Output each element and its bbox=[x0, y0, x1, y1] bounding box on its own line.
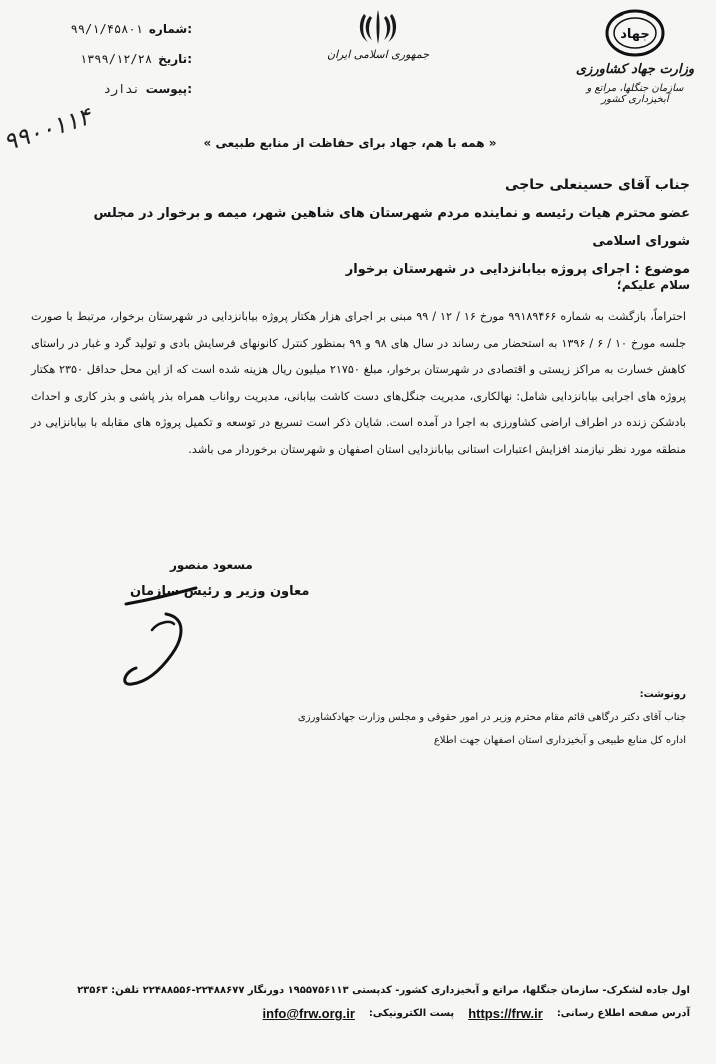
number-label: شماره: bbox=[148, 22, 192, 36]
organization-text: سازمان جنگلها، مراتع و آبخیزداری کشور bbox=[586, 83, 684, 105]
recipient-block bbox=[70, 170, 690, 284]
attachment-label: پیوست: bbox=[145, 82, 192, 96]
site-label: آدرس صفحه اطلاع رسانی: bbox=[556, 1008, 690, 1019]
recipient-name: جناب آقای حسینعلی حاجی bbox=[505, 177, 690, 193]
jahad-logo-icon bbox=[603, 8, 667, 58]
greeting: سلام علیکم؛ bbox=[616, 278, 690, 292]
cc-line-1: جناب آقای دکتر درگاهی قائم مقام محترم وزیر در امور حقوقی و مجلس وزارت جهادکشاورزی bbox=[297, 712, 686, 723]
ministry-logo bbox=[565, 8, 705, 105]
slogan: « همه با هم، جهاد برای حفاظت از منابع طبیعی » bbox=[203, 136, 497, 150]
signer-name: مسعود منصور bbox=[170, 558, 253, 572]
emblem-icon bbox=[356, 8, 400, 46]
handwritten-note: ۹۹۰۰۱۱۴ bbox=[0, 102, 95, 157]
letter-subject: موضوع : اجرای پروژه بیابانزدایی در شهرستان برخوار bbox=[345, 262, 690, 277]
recipient-position: عضو محترم هیات رئیسه و نماینده مردم شهرستان های شاهین شهر، میمه و برخوار در مجلس شورای اسلامی bbox=[93, 206, 690, 249]
email-label: پست الکترونیکی: bbox=[368, 1008, 455, 1019]
date-value: ۱۳۹۹/۱۲/۲۸ bbox=[79, 52, 153, 66]
signer-title: معاون وزیر و رئیس سازمان bbox=[130, 584, 310, 599]
iran-emblem bbox=[326, 8, 430, 61]
date-row bbox=[32, 44, 192, 74]
cc-title: رونوشت: bbox=[639, 689, 686, 700]
ministry-text: وزارت جهاد کشاورزی bbox=[575, 62, 695, 77]
number-value: ۹۹/۱/۴۵۸۰۱ bbox=[70, 22, 143, 36]
footer bbox=[10, 980, 690, 1021]
letter-meta bbox=[32, 14, 192, 104]
handwritten-signature bbox=[118, 570, 208, 690]
email-link[interactable]: info@frw.org.ir bbox=[262, 1006, 355, 1021]
number-row bbox=[32, 14, 192, 44]
site-link[interactable]: https://frw.ir bbox=[468, 1006, 543, 1021]
attachment-row bbox=[32, 74, 192, 104]
footer-address: اول جاده لشکرک- سازمان جنگلها، مراتع و آبخیزداری کشور- کدپستی ۱۹۵۵۷۵۶۱۱۳ دورنگار ۲۲۴۸۸۶۷۷-۲۲۴۸۸۵۵۶ تلفن: ۲۳۵۶۳ bbox=[77, 985, 690, 996]
date-label: تاریخ: bbox=[158, 52, 192, 66]
attachment-value: ندارد bbox=[103, 82, 140, 96]
jahad-badge-text: جهاد bbox=[620, 27, 650, 42]
cc-block bbox=[186, 683, 686, 752]
footer-links bbox=[10, 1006, 690, 1021]
republic-text: جمهوری اسلامی ایران bbox=[326, 48, 430, 61]
cc-line-2: اداره کل منابع طبیعی و آبخیزداری استان اصفهان جهت اطلاع bbox=[433, 735, 686, 746]
letter-body: احتراماً، بازگشت به شماره ۹۹۱۸۹۴۶۶ مورخ ۱۶ / ۱۲ / ۹۹ مبنی بر اجرای هزار هکتار پروژه بیابانزدایی در شهرستان برخوار، مرتبط با صورت جلسه مورخ ۱۰ / ۶ / ۱۳۹۶ به استحضار می رساند در سال های ۹۸ و ۹۹ بمنظور کنترل کانونهای فرسایش بادی و تولید گرد و غبار در راستای کاهش خسارت به مراکز زیستی و اقتصادی در شهرستان برخوار، مبلغ ۲۱۷۵۰ میلیون ریال هزینه شده است که از این محل حداقل ۲۳۵۰ هکتار پروژه های اجرایی بیابانزدایی شامل: نهالکاری، مدیریت جنگل‌های دست کاشت بیابانی، مدیریت رواناب همراه بذر پاشی و بذر کاری و احداث بادشکن زنده در اطراف اراضی کشاورزی به اجرا در آمده است. شایان ذکر است تسریع در توسعه و تکمیل پروژه های مقابله با بیابانزایی در منطقه مورد نظر نیازمند افزایش اعتبارات استانی بیابانزدایی استان اصفهان و شهرستان برخوردار می باشد. bbox=[31, 310, 686, 456]
